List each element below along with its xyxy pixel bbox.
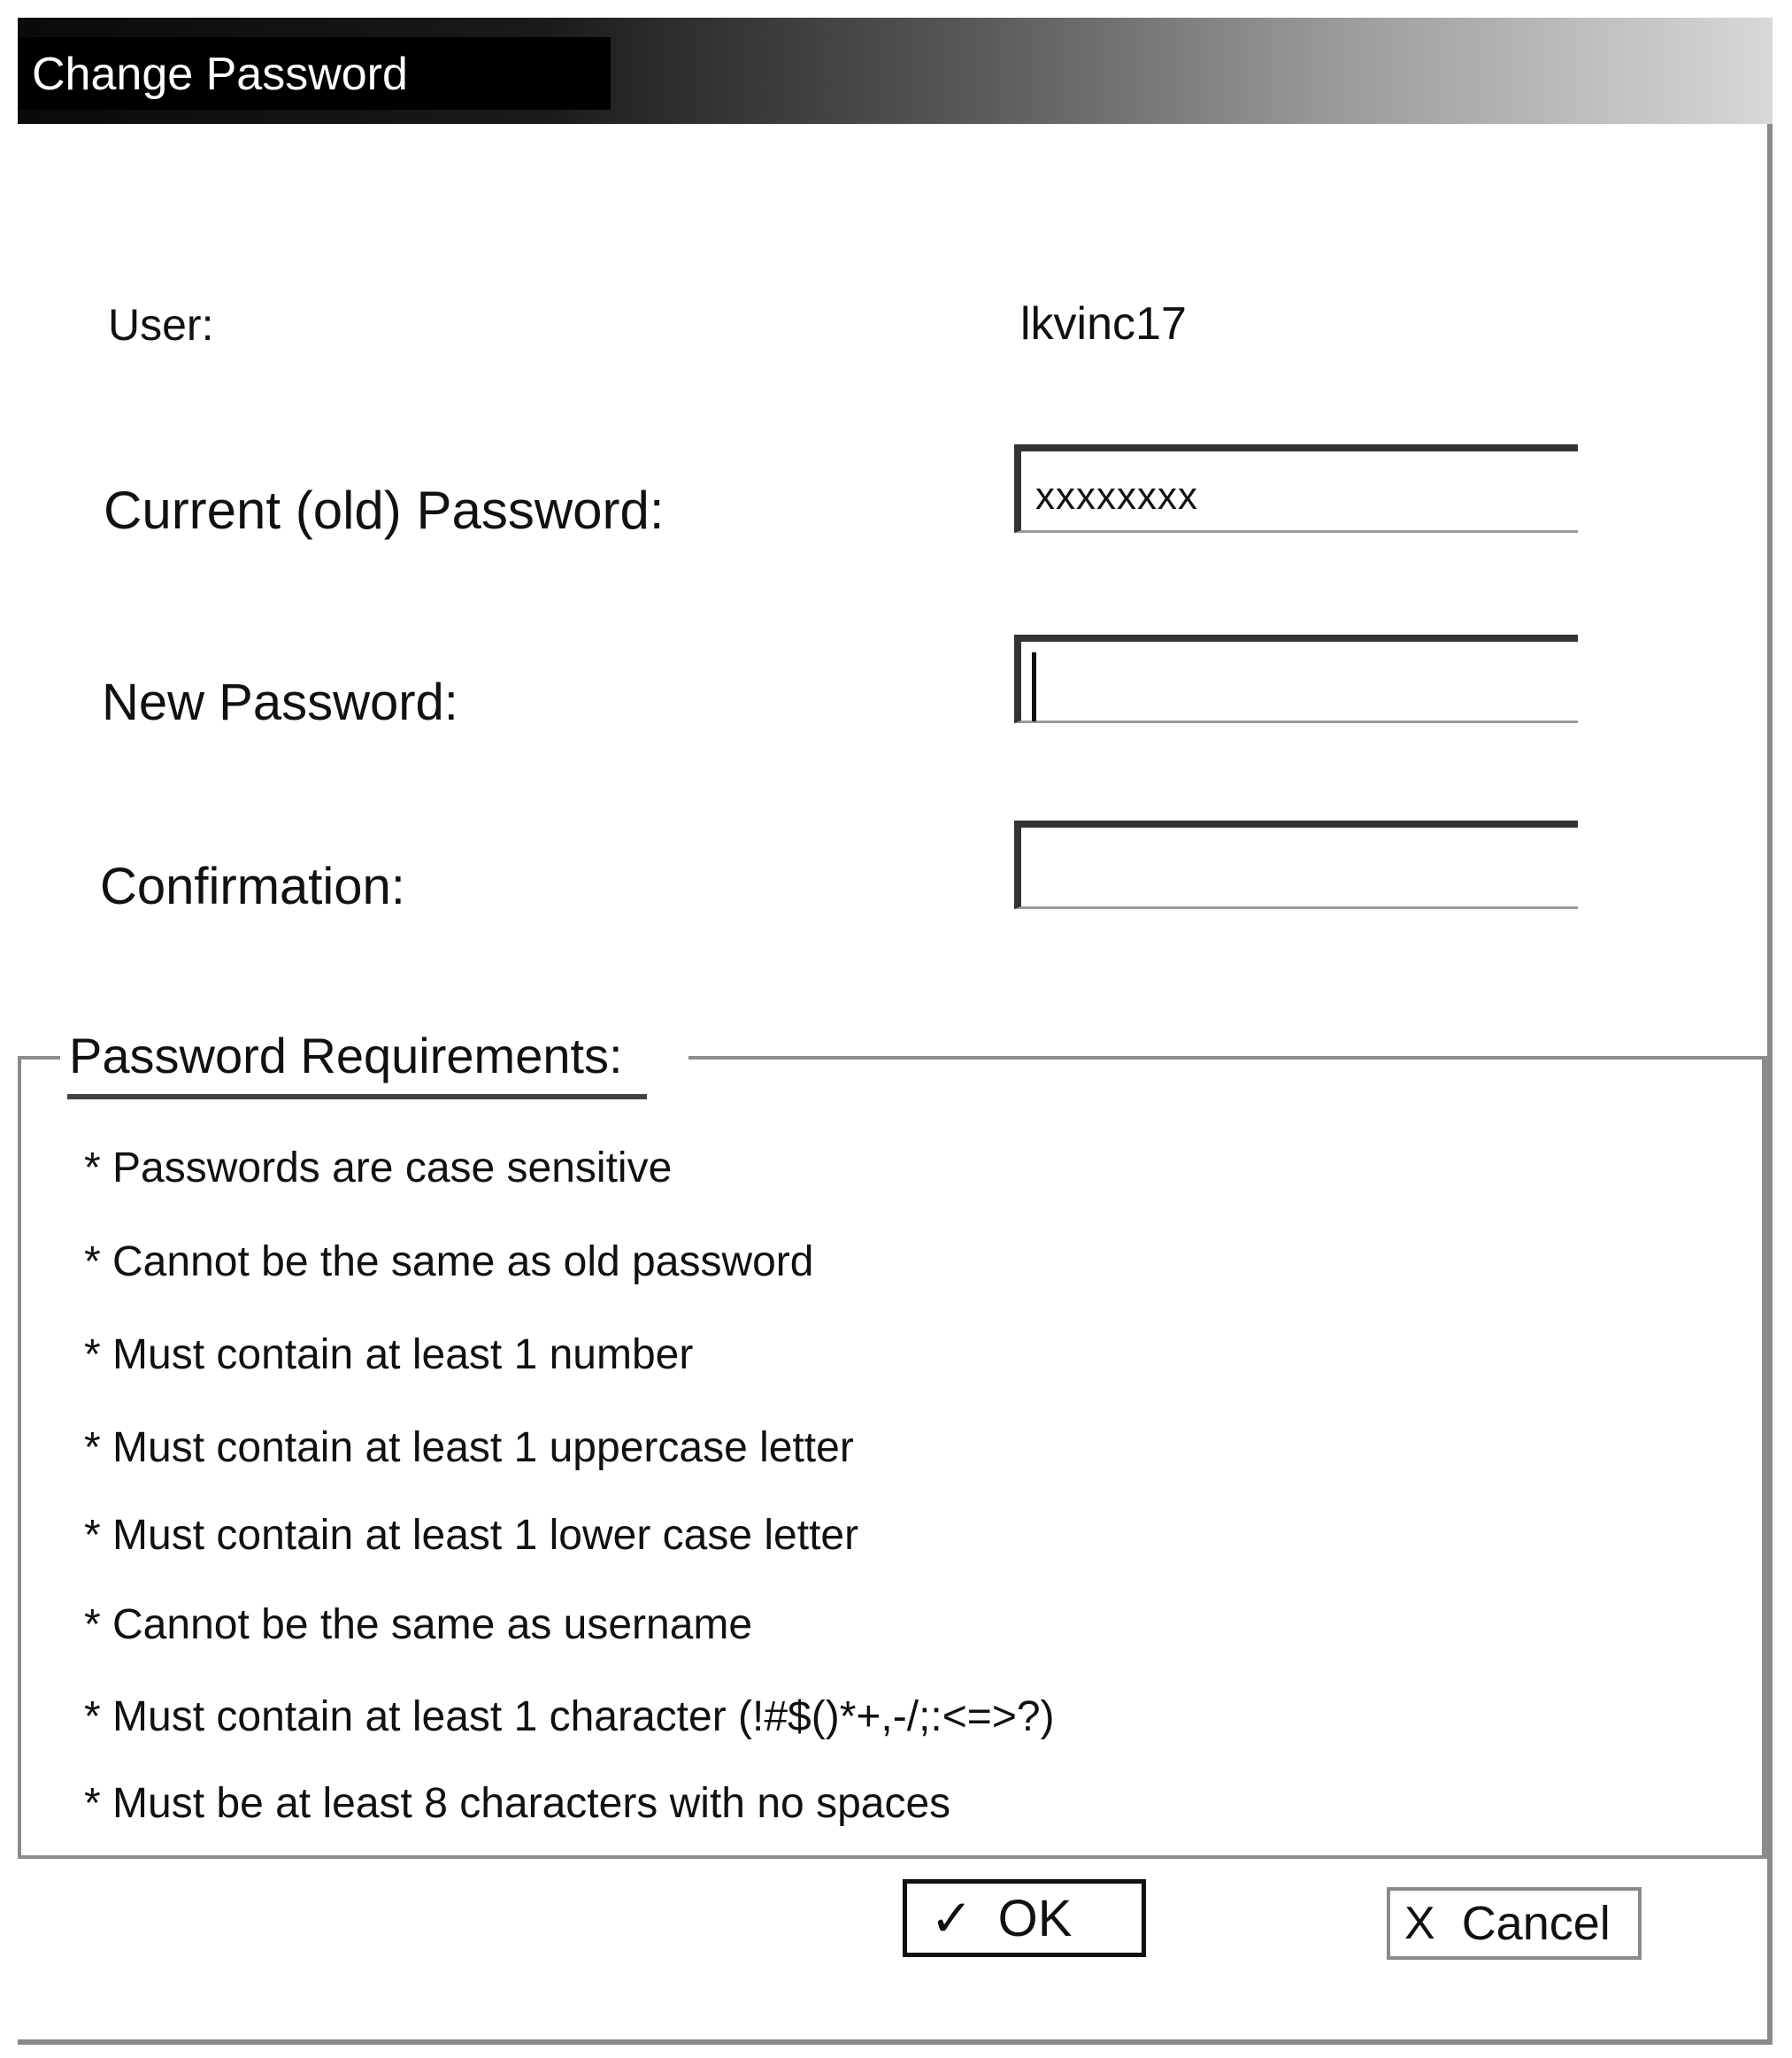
requirement-item: * Must contain at least 1 uppercase letter [84, 1424, 854, 1471]
legend-underline [67, 1094, 647, 1099]
change-password-dialog [18, 18, 1773, 2045]
user-value: lkvinc17 [1020, 298, 1187, 350]
window-title: Change Password [32, 49, 408, 100]
requirements-title: Password Requirements: [69, 1028, 623, 1083]
checkmark-icon: ✓ [930, 1890, 973, 1947]
requirement-item: * Passwords are case sensitive [84, 1145, 673, 1191]
title-box [18, 37, 611, 110]
confirmation-label: Confirmation: [100, 858, 405, 915]
new-password-label: New Password: [102, 674, 458, 731]
text-caret [1032, 652, 1036, 721]
requirement-item: * Must contain at least 1 character (!#$()*+,-/;:<=>?) [84, 1693, 1055, 1740]
requirement-item: * Must contain at least 1 lower case letter [84, 1512, 859, 1559]
cancel-button[interactable] [1387, 1887, 1642, 1960]
confirmation-input[interactable] [1014, 821, 1578, 909]
requirement-item: * Cannot be the same as username [84, 1601, 753, 1648]
requirement-item: * Cannot be the same as old password [84, 1238, 814, 1285]
title-bar[interactable] [18, 18, 1773, 124]
new-password-input[interactable] [1014, 635, 1578, 723]
close-icon: X [1404, 1898, 1435, 1949]
requirement-item: * Must contain at least 1 number [84, 1331, 694, 1378]
cancel-button-label: Cancel [1461, 1897, 1611, 1950]
current-password-input[interactable] [1014, 444, 1578, 533]
requirement-item: * Must be at least 8 characters with no spaces [84, 1780, 951, 1827]
ok-button-label: OK [997, 1889, 1073, 1947]
ok-button[interactable] [903, 1879, 1146, 1957]
user-label: User: [108, 300, 214, 350]
current-password-label: Current (old) Password: [104, 481, 665, 540]
current-password-masked-value: xxxxxxxx [1035, 474, 1198, 518]
